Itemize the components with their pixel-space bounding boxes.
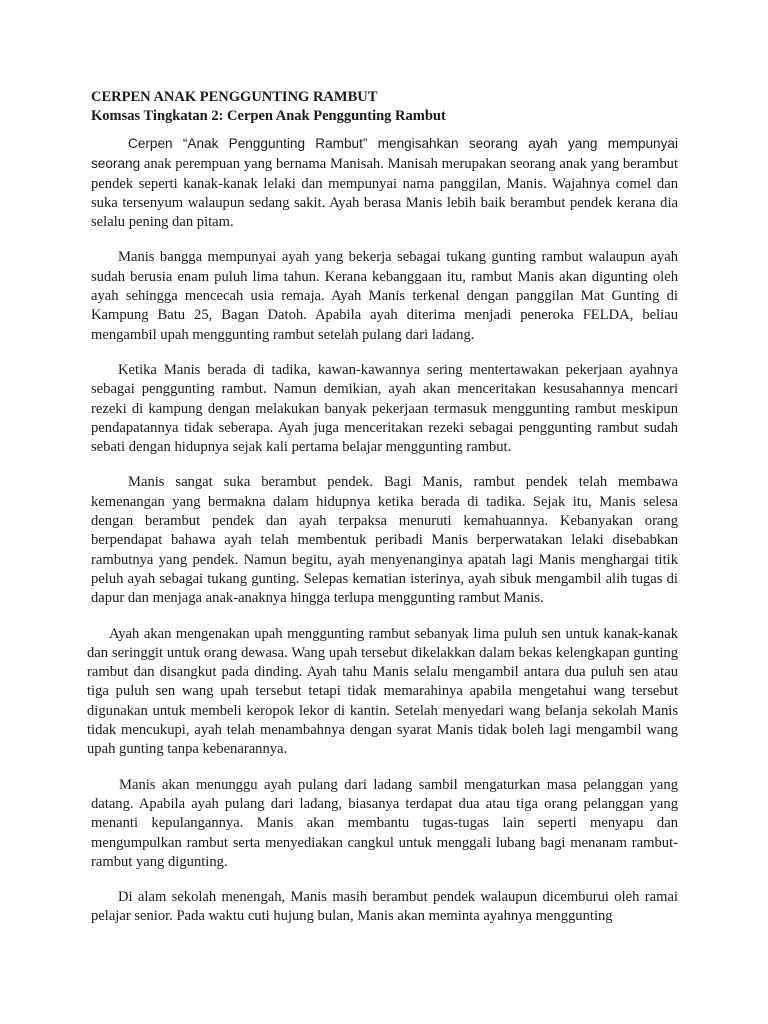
paragraph-1-intro: Cerpen “Anak Penggunting Rambut” mengisahkan seorang ayah yang mempunyai seorang (91, 136, 678, 172)
document-page (87, 88, 678, 943)
paragraph-1 (91, 134, 678, 232)
paragraph-2: Manis bangga mempunyai ayah yang bekerja sebagai tukang gunting rambut walaupun ayah sudah berusia enam puluh lima tahun. Kerana kebanggaan itu, rambut Manis akan digunting oleh ayah sehingga mencecah usia remaja. Ayah Manis terkenal dengan panggilan Mat Gunting di Kampung Batu 25, Bagan Datoh. Apabila ayah diterima menjadi peneroka FELDA, beliau mengambil upah menggunting rambut setelah pulang dari ladang. (91, 249, 678, 343)
paragraph-7: Di alam sekolah menengah, Manis masih berambut pendek walaupun dicemburui oleh ramai pelajar senior. Pada waktu cuti hujung bulan, Manis akan meminta ayahnya menggunting (91, 889, 678, 925)
document-title: CERPEN ANAK PENGGUNTING RAMBUT (91, 89, 378, 105)
paragraph-3: Ketika Manis berada di tadika, kawan-kawannya sering mentertawakan pekerjaan ayahnya sebagai penggunting rambut. Namun demikian, ayah akan menceritakan kesusahannya mencari rezeki di kampung dengan melakukan banyak pekerjaan termasuk menggunting rambut meskipun pendapatannya tidak seberapa. Ayah juga menceritakan rezeki sebagai penggunting rambut sudah sebati dengan hidupnya sejak kali pertama belajar menggunting rambut. (91, 361, 678, 456)
paragraph-4: Manis sangat suka berambut pendek. Bagi Manis, rambut pendek telah membawa kemenangan yang bermakna dalam hidupnya ketika berada di tadika. Sejak itu, Manis selesa dengan berambut pendek dan ayah terpaksa menuruti kemahuannya. Kebanyakan orang berpendapat bahawa ayah telah membentuk peribadi Manis berperwatakan lelaki disebabkan rambutnya yang pendek. Namun begitu, ayah menyenanginya apatah lagi Manis menghargai titik peluh ayah sebagai tukang gunting. Selepas kematian isterinya, ayah sibuk mengambil alih tugas di dapur dan menjaga anak-anaknya hingga terlupa menggunting rambut Manis. (91, 474, 678, 607)
document-subtitle: Komsas Tingkatan 2: Cerpen Anak Penggunting Rambut (91, 108, 446, 124)
paragraph-1-rest: anak perempuan yang bernama Manisah. Manisah merupakan seorang anak yang berambut pendek seperti kanak-kanak lelaki dan mempunyai nama panggilan, Manis. Wajahnya comel dan suka tersenyum walaupun sedang sakit. Ayah berasa Manis lebih baik berambut pendek kerana dia selalu pening dan pitam. (91, 156, 678, 231)
paragraph-5: Ayah akan mengenakan upah menggunting rambut sebanyak lima puluh sen untuk kanak-kanak dan seringgit untuk orang dewasa. Wang upah tersebut dikelakkan dalam bekas kelengkapan gunting rambut dan disangkut pada dinding. Ayah tahu Manis selalu mengambil antara dua puluh sen atau tiga puluh sen wang upah tersebut tetapi tidak memarahinya apabila mengetahui wang tersebut digunakan untuk membeli keropok lekor di kantin. Setelah menyedari wang belanja sekolah Manis tidak mencukupi, ayah telah menambahnya dengan syarat Manis tidak boleh lagi mengambil wang upah gunting tanpa kebenarannya. (87, 625, 678, 758)
paragraph-6: Manis akan menunggu ayah pulang dari ladang sambil mengaturkan masa pelanggan yang datang. Apabila ayah pulang dari ladang, biasanya terdapat dua atau tiga orang pelanggan yang menanti kepulangannya. Manis akan membantu tugas-tugas lain seperti menyapu dan mengumpulkan rambut serta menyediakan cangkul untuk menggali lubang bagi menanam rambut-rambut yang digunting. (91, 776, 678, 870)
